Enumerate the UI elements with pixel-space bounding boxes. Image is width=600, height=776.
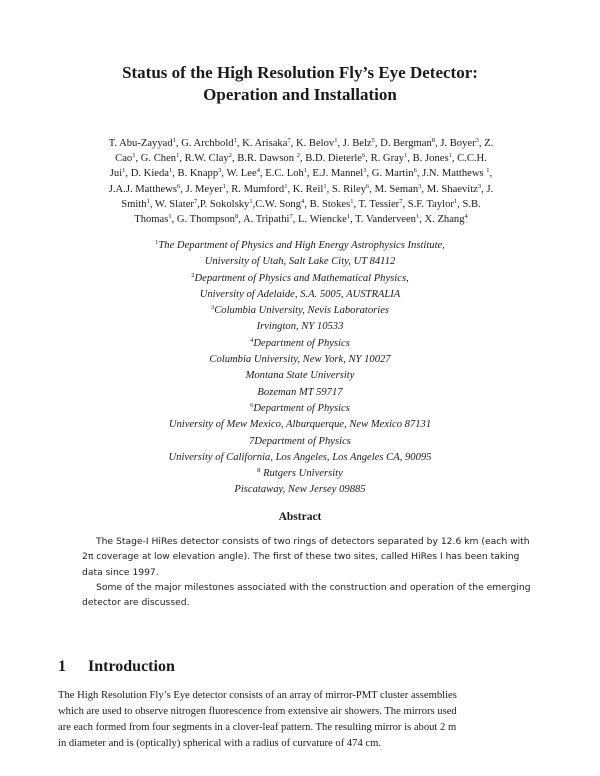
affiliation-line bbox=[60, 466, 540, 482]
author-name: , B. Stokes bbox=[304, 198, 351, 210]
author-affiliation-marker: 1 bbox=[168, 167, 173, 175]
author-name: , D. Kieda bbox=[125, 168, 169, 180]
author-line bbox=[56, 136, 546, 151]
title-line-2: Operation and Installation bbox=[203, 85, 397, 104]
affiliation-text: University of California, Los Angeles, Los Angeles CA, 90095 bbox=[168, 451, 432, 463]
affiliation-text: Montana State University bbox=[245, 370, 355, 382]
body-line: which are used to observe nitrogen fluorescence from extensive air showers. The mirrors used bbox=[58, 706, 457, 717]
author-affiliation-marker: 3 bbox=[218, 167, 222, 175]
author-name: , S.B. bbox=[457, 198, 481, 210]
affiliation-text: Department of Physics bbox=[253, 337, 350, 349]
author-name: , J. Belz bbox=[337, 138, 372, 149]
author-name: , R.W. Clay bbox=[179, 153, 229, 165]
author-name: , B. Jones bbox=[407, 153, 449, 165]
author-affiliation-marker: 1 bbox=[453, 197, 458, 205]
author-name: , W. Slater bbox=[149, 198, 194, 210]
affiliation-line bbox=[60, 336, 540, 352]
author-affiliation-marker: 7 bbox=[399, 197, 403, 205]
author-affiliation-marker: 1 bbox=[176, 152, 180, 160]
body-line: are each formed from four segments in a clover-leaf pattern. The resulting mirror is about 2 m bbox=[58, 722, 457, 733]
author-name: , J. Boyer bbox=[435, 138, 476, 149]
author-affiliation-marker: 1 bbox=[168, 213, 172, 221]
author-affiliation-marker: 7 bbox=[289, 213, 293, 221]
affiliation-text: Columbia University, Nevis Laboratories bbox=[214, 305, 390, 317]
affiliation-marker: 1 bbox=[155, 239, 159, 246]
author-affiliation-marker: 1 bbox=[448, 152, 452, 160]
author-affiliation-marker: 1 bbox=[346, 213, 351, 221]
author-affiliation-marker: 2 bbox=[296, 152, 300, 160]
affiliation-line bbox=[60, 450, 540, 466]
author-affiliation-marker: 1 bbox=[486, 167, 490, 175]
title-line-1: Status of the High Resolution Fly’s Eye Detector: bbox=[122, 63, 478, 82]
affiliation-line bbox=[60, 385, 540, 401]
author-affiliation-marker: 4 bbox=[464, 213, 468, 221]
author-name: , W. Lee bbox=[221, 168, 257, 180]
author-affiliation-marker: 6 bbox=[177, 182, 181, 190]
author-name: , S. Riley bbox=[326, 183, 367, 195]
author-affiliation-marker: 1 bbox=[146, 197, 150, 205]
introduction-text bbox=[58, 688, 540, 752]
author-affiliation-marker: 6 bbox=[413, 167, 417, 175]
author-affiliation-marker: 4 bbox=[256, 167, 260, 175]
paper-title bbox=[40, 62, 560, 106]
author-name: , B. Knapp bbox=[172, 168, 219, 180]
author-name: , T. Vanderveen bbox=[350, 214, 416, 226]
affiliation-marker: 6 bbox=[250, 401, 254, 409]
affiliation-line bbox=[60, 303, 540, 319]
author-affiliation-marker: 3 bbox=[475, 137, 479, 144]
author-affiliation-marker: 1 bbox=[132, 152, 136, 160]
author-name: Thomas bbox=[134, 214, 169, 226]
author-name: , G. Chen bbox=[135, 153, 177, 165]
author-name: , T. Tessier bbox=[353, 198, 400, 210]
author-name: , R. Gray bbox=[365, 153, 405, 165]
author-line bbox=[56, 197, 546, 212]
author-name: , B.R. Dawson bbox=[231, 153, 297, 165]
author-name: , K. Arisaka bbox=[236, 138, 288, 149]
author-name: , G. Thompson bbox=[171, 214, 235, 226]
affiliation-text: Bozeman MT 59717 bbox=[257, 386, 343, 398]
abstract-heading: Abstract bbox=[278, 511, 322, 523]
body-line: The High Resolution Fly’s Eye detector consists of an array of mirror-PMT cluster assemblies bbox=[58, 690, 457, 701]
affiliation-line bbox=[60, 254, 540, 270]
author-affiliation-marker: 1 bbox=[233, 137, 237, 144]
affiliation-line bbox=[60, 238, 540, 254]
author-affiliation-marker: 1 bbox=[350, 197, 354, 205]
affiliation-line bbox=[60, 417, 540, 433]
affiliation-line bbox=[60, 352, 540, 368]
author-name: , M. Shaevitz bbox=[421, 183, 478, 195]
author-name: , Z. bbox=[478, 138, 494, 149]
affiliation-text: The Department of Physics and High Energy Astrophysics Institute, bbox=[158, 240, 445, 251]
author-name: , G. Martin bbox=[366, 168, 414, 180]
affiliation-text: Irvington, NY 10533 bbox=[256, 321, 344, 333]
author-name: Smith bbox=[121, 198, 147, 210]
author-name: , C.C.H. bbox=[451, 153, 487, 165]
affiliation-line bbox=[60, 482, 540, 498]
author-name: , A. Tripathi bbox=[238, 214, 290, 226]
author-name: Cao bbox=[115, 153, 133, 165]
author-affiliation-marker: 4 bbox=[301, 197, 305, 205]
author-name: , E.J. Mannel bbox=[307, 168, 364, 180]
author-name: ,P. Sokolsky bbox=[197, 198, 250, 210]
author-line bbox=[56, 151, 546, 166]
affiliation-marker: 4 bbox=[250, 336, 254, 344]
author-line bbox=[56, 212, 546, 227]
author-name: , D. Bergman bbox=[374, 138, 432, 149]
author-name: , K. Belov bbox=[290, 138, 335, 149]
author-affiliation-marker: 1 bbox=[415, 213, 420, 221]
author-affiliation-marker: 1 bbox=[404, 152, 408, 160]
body-line: in diameter and is (optically) spherical with a radius of curvature of 474 cm. bbox=[58, 738, 382, 749]
affiliation-text: Rutgers University bbox=[260, 468, 343, 480]
author-name: , E.C. Loh bbox=[259, 168, 304, 180]
affiliation-line bbox=[60, 271, 540, 287]
author-affiliation-marker: 8 bbox=[431, 137, 436, 144]
author-affiliation-marker: 7 bbox=[193, 197, 198, 205]
affiliation-marker: 2 bbox=[191, 271, 195, 279]
author-name: J.A.J. Matthews bbox=[108, 183, 178, 195]
abstract-paragraph-1: The Stage-I HiRes detector consists of two rings of detectors separated by 12.6 km (each with 2π coverage at low elevation angle). The first of these two sites, called HiRes I has been taking data since 1997. bbox=[82, 536, 530, 578]
author-name: ,C.W. Song bbox=[252, 198, 302, 210]
section-title: Introduction bbox=[88, 658, 175, 675]
author-line bbox=[56, 182, 546, 197]
section-heading bbox=[58, 658, 558, 676]
affiliation-text: University of Utah, Salt Lake City, UT 84112 bbox=[204, 256, 396, 268]
affiliation-list bbox=[60, 238, 540, 499]
affiliation-text: Piscataway, New Jersey 09885 bbox=[234, 484, 366, 496]
affiliation-text: University of Mew Mexico, Alburquerque, New Mexico 87131 bbox=[168, 419, 432, 431]
author-name: T. Abu-Zayyad bbox=[108, 138, 173, 149]
author-name: , bbox=[489, 168, 493, 180]
author-affiliation-marker: 6 bbox=[366, 182, 370, 190]
author-affiliation-marker: 1 bbox=[222, 182, 226, 190]
author-affiliation-marker: 3 bbox=[418, 182, 422, 190]
affiliation-line bbox=[60, 368, 540, 384]
author-affiliation-marker: 1 bbox=[303, 167, 308, 175]
affiliation-line bbox=[60, 319, 540, 335]
affiliation-text: Columbia University, New York, NY 10027 bbox=[209, 354, 391, 366]
author-name: , B.D. Dieterle bbox=[299, 153, 363, 165]
author-affiliation-marker: 3 bbox=[477, 182, 482, 190]
author-name: , R. Mumford bbox=[225, 183, 285, 195]
author-affiliation-marker: 6 bbox=[362, 152, 366, 160]
author-affiliation-marker: 1 bbox=[284, 182, 288, 190]
author-name: , J. Meyer bbox=[180, 183, 223, 195]
author-affiliation-marker: 1 bbox=[249, 197, 253, 205]
abstract-paragraph-2: Some of the major milestones associated with the construction and operation of the emerging detector are discussed. bbox=[82, 581, 531, 609]
author-name: , X. Zhang bbox=[419, 214, 465, 226]
affiliation-marker: 3 bbox=[210, 304, 215, 312]
author-affiliation-marker: 1 bbox=[122, 167, 126, 175]
author-affiliation-marker: 7 bbox=[287, 137, 291, 144]
author-affiliation-marker: 8 bbox=[234, 213, 239, 221]
author-affiliation-marker: 2 bbox=[228, 152, 232, 160]
author-name: , G. Archbold bbox=[175, 138, 234, 149]
affiliation-text: Department of Physics bbox=[253, 402, 350, 414]
affiliation-text: Department of Physics and Mathematical Physics, bbox=[194, 272, 409, 284]
author-name: , J.N. Matthews bbox=[416, 168, 487, 180]
author-affiliation-marker: 1 bbox=[334, 137, 338, 144]
author-name: , J. bbox=[481, 183, 494, 195]
author-name: , L. Wiencke bbox=[292, 214, 347, 226]
affiliation-line bbox=[60, 287, 540, 303]
author-list bbox=[56, 136, 546, 227]
author-affiliation-marker: 1 bbox=[172, 137, 176, 144]
author-name: , K. Reil bbox=[287, 183, 324, 195]
affiliation-line bbox=[60, 401, 540, 417]
affiliation-text: 7Department of Physics bbox=[249, 435, 351, 447]
affiliation-line bbox=[60, 434, 540, 450]
section-number: 1 bbox=[58, 658, 66, 675]
author-affiliation-marker: 3 bbox=[363, 167, 367, 175]
author-name: Jui bbox=[109, 168, 123, 180]
affiliation-text: University of Adelaide, S.A. 5005, AUSTRALIA bbox=[199, 288, 401, 300]
author-affiliation-marker: 1 bbox=[323, 182, 327, 190]
affiliation-marker: 8 bbox=[257, 467, 261, 475]
abstract-body bbox=[82, 534, 532, 610]
author-name: , M. Seman bbox=[369, 183, 419, 195]
author-line bbox=[56, 166, 546, 181]
author-name: , S.F. Taylor bbox=[402, 198, 454, 210]
author-affiliation-marker: 5 bbox=[371, 137, 375, 144]
